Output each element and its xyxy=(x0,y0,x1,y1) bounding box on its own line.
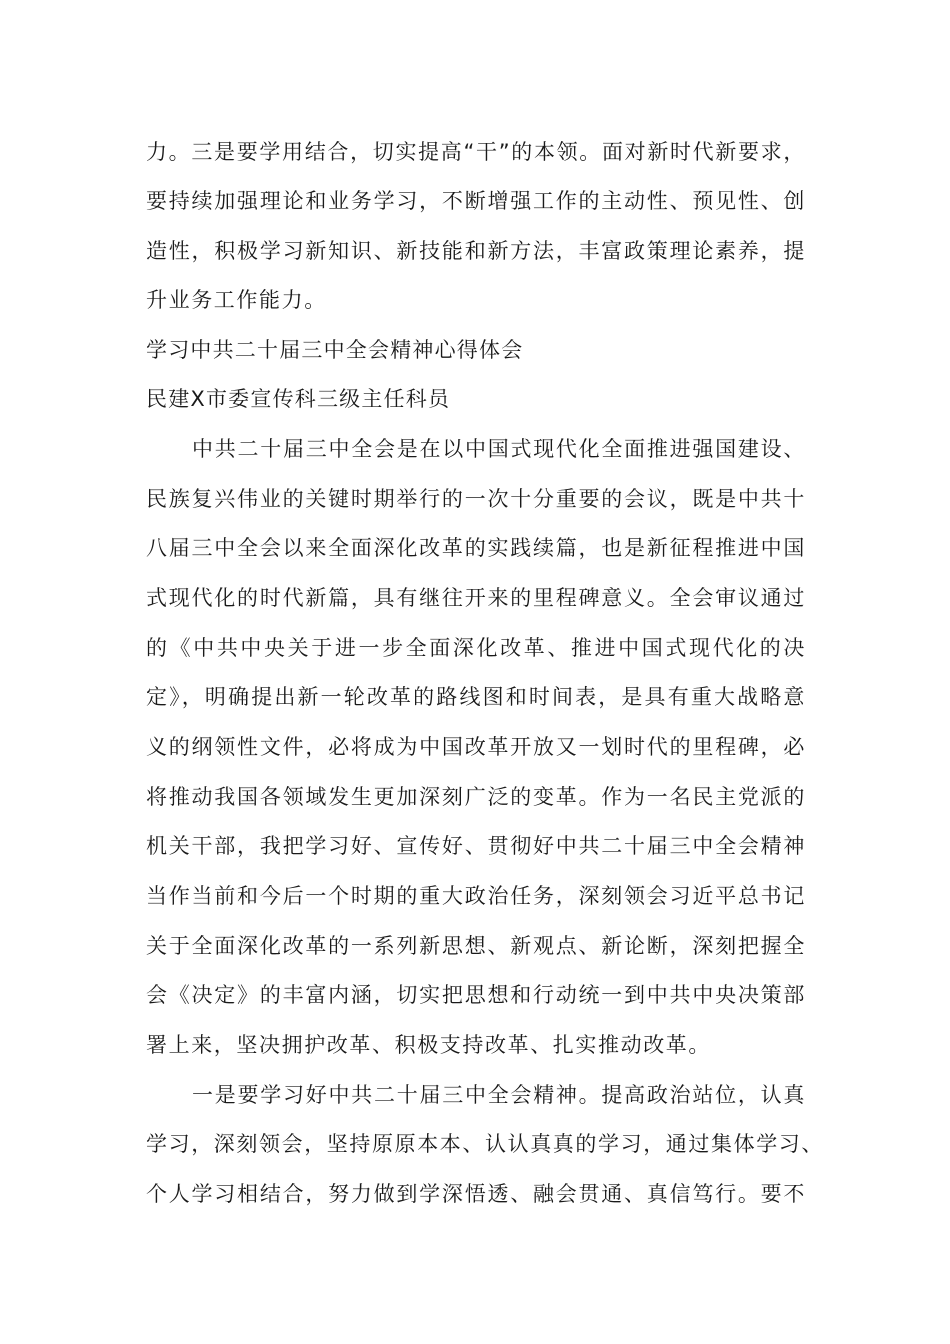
text-line: 一是要学习好中共二十届三中全会精神。提高政治站位，认真 xyxy=(192,1083,806,1107)
text-line: 升业务工作能力。 xyxy=(146,288,327,312)
text-line: 造性，积极学习新知识、新技能和新方法，丰富政策理论素养，提 xyxy=(146,239,806,263)
text-line: 会《决定》的丰富内涵，切实把思想和行动统一到中共中央决策部 xyxy=(146,983,806,1007)
text-line: 力。三是要学用结合，切实提高“干”的本领。面对新时代新要求， xyxy=(146,140,806,164)
text-line: 将推动我国各领域发生更加深刻广泛的变革。作为一名民主党派的 xyxy=(146,785,806,809)
text-line: 民族复兴伟业的关键时期举行的一次十分重要的会议，既是中共十 xyxy=(146,487,806,511)
text-line: 的《中共中央关于进一步全面深化改革、推进中国式现代化的决 xyxy=(146,636,806,660)
text-line: 当作当前和今后一个时期的重大政治任务，深刻领会习近平总书记 xyxy=(146,884,806,908)
text-line: 八届三中全会以来全面深化改革的实践续篇，也是新征程推进中国 xyxy=(146,536,806,560)
text-line: 中共二十届三中全会是在以中国式现代化全面推进强国建设、 xyxy=(192,437,806,461)
text-line: 式现代化的时代新篇，具有继往开来的里程碑意义。全会审议通过 xyxy=(146,586,806,610)
text-line: 学习，深刻领会，坚持原原本本、认认真真的学习，通过集体学习、 xyxy=(146,1132,824,1156)
text-line: 定》，明确提出新一轮改革的路线图和时间表，是具有重大战略意 xyxy=(146,685,806,709)
text-line: 机关干部，我把学习好、宣传好、贯彻好中共二十届三中全会精神 xyxy=(146,834,806,858)
text-line: 关于全面深化改革的一系列新思想、新观点、新论断，深刻把握全 xyxy=(146,934,806,958)
document-author: 民建X市委宣传科三级主任科员 xyxy=(146,387,451,411)
text-line: 要持续加强理论和业务学习，不断增强工作的主动性、预见性、创 xyxy=(146,189,806,213)
text-line: 个人学习相结合，努力做到学深悟透、融会贯通、真信笃行。要不 xyxy=(146,1182,806,1206)
text-line: 义的纲领性文件，必将成为中国改革开放又一划时代的里程碑，必 xyxy=(146,735,806,759)
document-title: 学习中共二十届三中全会精神心得体会 xyxy=(146,338,524,362)
text-line: 署上来，坚决拥护改革、积极支持改革、扎实推动改革。 xyxy=(146,1033,711,1057)
